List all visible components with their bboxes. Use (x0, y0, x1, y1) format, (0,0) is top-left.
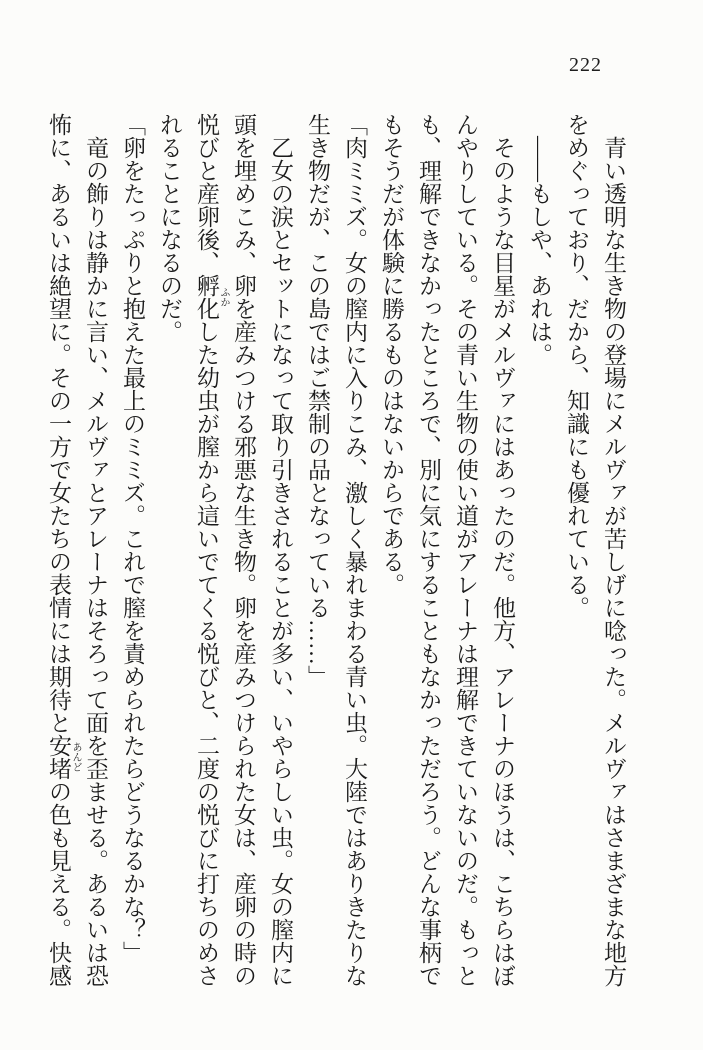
ruby-annotation: 安堵 あんど (46, 734, 81, 780)
paragraph: そのような目星がメルヴァにはあったのだ。他方、アレーナのほうは、こちらはぼんやりしている。その青い生物の使い道がアレーナは理解できていないのだ。もっとも、理解できなかったところで、別に気にすることもなかっただろう。どんな事柄でもそうだが体験に勝るものはないからである。 (379, 113, 515, 987)
text-body (40, 113, 632, 987)
page-number: 222 (569, 54, 602, 76)
paragraph: 竜の飾りは静かに言い、メルヴァとアレーナはそろって面を歪ませる。あるいは恐怖に、あるいは絶望に。その一方で女たちの表情には期待と安堵 あんどの色も見える。快感 (46, 113, 108, 987)
paragraph: 青い透明な生き物の登場にメルヴァが苦しげに唸った。メルヴァはさまざまな地方をめぐっており、だから、知識にも優れている。 (564, 113, 626, 987)
paragraph: ――もしや、あれは。 (527, 136, 552, 366)
ruby-annotation: 孵化 ふか (194, 274, 229, 320)
paragraph: 「卵をたっぷりと抱えた最上のミミズ。これで膣を責められたらどうなるかな？」 (120, 113, 145, 964)
paragraph: 「肉ミミズ。女の膣内に入りこみ、激しく暴れまわる青い虫。大陸ではありきたりな生き物だが、この島ではご禁制の品となっている……」 (305, 113, 367, 987)
paragraph: 乙女の涙とセットになって取り引きされることが多い、いやらしい虫。女の膣内に頭を埋めこみ、卵を産みつける邪悪な生き物。卵を産みつけられた女は、産卵の時の悦びと産卵後、孵化 ふかした幼虫が膣から這いでてくる悦びと、二度の悦びに打ちのめされることになるのだ。 (157, 113, 293, 987)
